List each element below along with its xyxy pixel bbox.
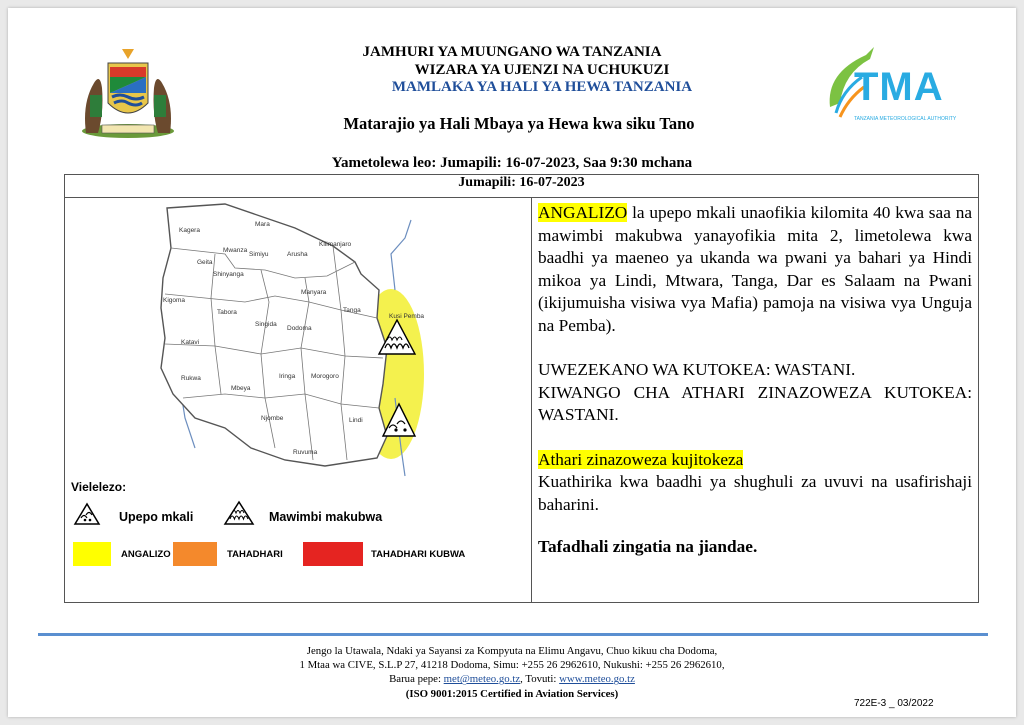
forecast-table: [64, 174, 979, 603]
region-label-shinyanga: Shinyanga: [213, 271, 244, 278]
region-label-mara: Mara: [255, 221, 270, 228]
tanzania-map: [65, 198, 531, 480]
region-label-mwanza: Mwanza: [223, 247, 248, 254]
impact-level-text: KIWANGO CHA ATHARI ZINAZOWEZA KUTOKEA: WASTANI.: [538, 382, 972, 424]
header-authority: MAMLAKA YA HALI YA HEWA TANZANIA: [391, 79, 693, 95]
region-label-kigoma: Kigoma: [163, 297, 186, 304]
tma-logo: [816, 43, 956, 133]
footer-address-line2: 1 Mtaa wa CIVE, S.L.P 27, 41218 Dodoma, Simu: +255 26 2962610, Nukushi: +255 26 2962610,: [299, 659, 725, 672]
warning-swatch: [173, 542, 217, 566]
map-legend: [65, 478, 531, 598]
document-title: Matarajio ya Hali Mbaya ya Hewa kwa siku Tano: [343, 114, 695, 133]
footer: [8, 644, 1016, 701]
issued-date: Yametolewa leo: Jumapili: 16-07-2023, Saa 9:30 mchana: [331, 155, 693, 171]
region-label-iringa: Iringa: [279, 373, 296, 380]
header-republic: JAMHURI YA MUUNGANO WA TANZANIA: [362, 44, 662, 60]
region-label-njombe: Njombe: [261, 415, 284, 422]
map-cell: [65, 198, 532, 603]
region-label-singida: Singida: [255, 321, 277, 328]
footer-email-label: Barua pepe:: [389, 673, 444, 686]
legend-wind-label: Upepo mkali: [119, 510, 194, 524]
likelihood-text: UWEZEKANO WA KUTOKEA: WASTANI.: [538, 360, 856, 379]
footer-iso: (ISO 9001:2015 Certified in Aviation Services): [405, 687, 619, 700]
legend-title: Vielelezo:: [71, 480, 127, 494]
region-label-tanga: Tanga: [343, 307, 361, 314]
legend-advisory-label: ANGALIZO: [121, 549, 171, 560]
region-label-mbeya: Mbeya: [231, 385, 251, 392]
advisory-paragraph: [538, 202, 972, 337]
table-date-header: Jumapili: 16-07-2023: [65, 175, 979, 198]
impacts-heading: Athari zinazoweza kujitokeza: [538, 449, 744, 469]
footer-email-link[interactable]: met@meteo.go.tz: [443, 673, 521, 686]
advisory-highlight: ANGALIZO: [538, 203, 628, 222]
legend-major-warning-label: TAHADHARI KUBWA: [371, 549, 466, 560]
tma-logo-subtitle: TANZANIA METEOROLOGICAL AUTHORITY: [854, 116, 957, 122]
region-label-manyara: Manyara: [301, 289, 327, 296]
advisory-text: la upepo mkali unaofikia kilomita 40 kwa saa na mawimbi makubwa yanayofikia mita 2, limetolewa kwa baadhi ya maeneo ya ukanda wa pwani ya bahari ya Hindi mikoa ya Lindi, Mtwara, Tanga, Dar es Salaam na Pwani (ikijumuisha visiwa vya Mafia) pamoja na visiwa vya Unguja na Pemba).: [538, 203, 972, 335]
region-label-morogoro: Morogoro: [311, 373, 339, 380]
forecast-text-cell: [532, 198, 979, 603]
waves-legend-icon: [223, 500, 255, 526]
footer-address-line1: Jengo la Utawala, Ndaki ya Sayansi za Kompyuta na Elimu Angavu, Chuo kikuu cha Dodoma,: [306, 645, 718, 657]
region-label-tabora: Tabora: [217, 309, 237, 316]
header-ministry: WIZARA YA UJENZI NA UCHUKUZI: [414, 62, 670, 78]
region-label-dodoma: Dodoma: [287, 325, 312, 332]
footer-web-label: , Tovuti:: [520, 673, 560, 686]
region-label-arusha: Arusha: [287, 251, 308, 258]
document-page: [8, 8, 1016, 717]
legend-warning-label: TAHADHARI: [227, 549, 283, 560]
impacts-text: Kuathirika kwa baadhi ya shughuli za uvuvi na usafirishaji baharini.: [538, 472, 972, 514]
wind-legend-icon: [73, 502, 101, 526]
region-label-rukwa: Rukwa: [181, 375, 201, 382]
footer-divider: [38, 633, 988, 636]
tma-logo-text: TMA: [854, 65, 944, 109]
document-code: 722E-3 _ 03/2022: [854, 698, 934, 709]
region-label-kagera: Kagera: [179, 227, 200, 234]
region-label-katavi: Katavi: [181, 339, 200, 346]
legend-waves-label: Mawimbi makubwa: [269, 510, 383, 524]
region-label-geita: Geita: [197, 259, 213, 266]
region-label-kusi-pemba: Kusi Pemba: [389, 313, 425, 320]
advisory-swatch: [73, 542, 111, 566]
region-label-lindi: Lindi: [349, 417, 363, 424]
region-label-kilimanjaro: Kilimanjaro: [319, 241, 352, 248]
region-label-ruvuma: Ruvuma: [293, 449, 318, 456]
region-label-simiyu: Simiyu: [249, 251, 269, 258]
footer-website-link[interactable]: www.meteo.go.tz: [559, 673, 635, 686]
closing-text: Tafadhali zingatia na jiandae.: [538, 537, 758, 556]
major-warning-swatch: [303, 542, 363, 566]
